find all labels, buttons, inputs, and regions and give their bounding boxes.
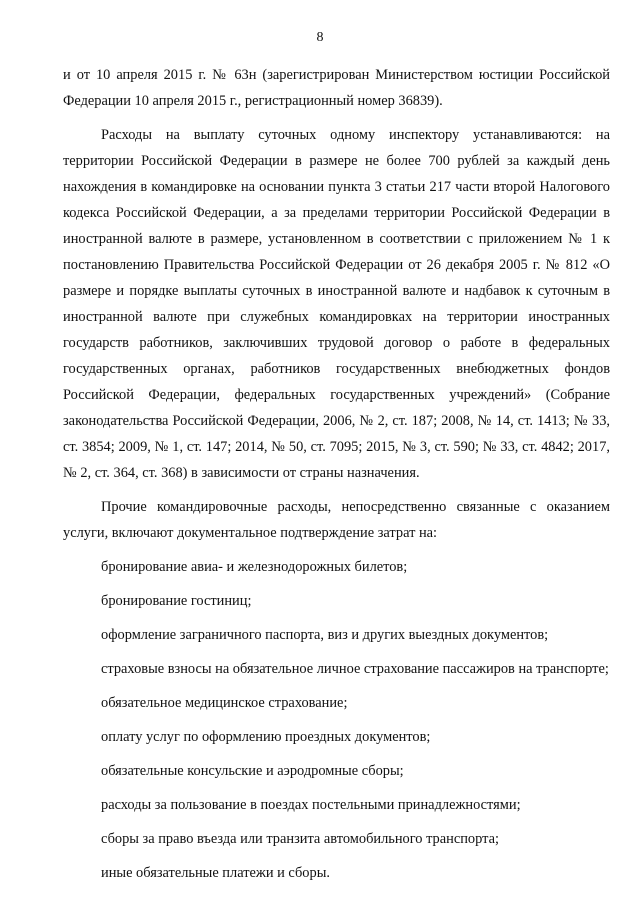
- list-item: обязательное медицинское страхование;: [101, 695, 348, 711]
- list-item: оформление заграничного паспорта, виз и других выездных документов;: [101, 627, 549, 643]
- list-item: оплату услуг по оформлению проездных документов;: [101, 729, 431, 745]
- list-item: обязательные консульские и аэродромные сборы;: [101, 763, 404, 779]
- list-item: иные обязательные платежи и сборы.: [101, 865, 330, 881]
- paragraph-other-expenses: Прочие командировочные расходы, непосредственно связанные с оказанием услуги, включают документальное подтверждение затрат на:: [63, 499, 610, 541]
- list-item: сборы за право въезда или транзита автомобильного транспорта;: [101, 831, 499, 847]
- paragraph-continuation: и от 10 апреля 2015 г. № 63н (зарегистрирован Министерством юстиции Российской Федерации 10 апреля 2015 г., регистрационный номер 36839).: [63, 67, 610, 109]
- paragraph-daily-allowance: Расходы на выплату суточных одному инспектору устанавливаются: на территории Российской Федерации в размере не более 700 рублей за каждый день нахождения в командировке на основании пункта 3 статьи 217 части второй Налогового кодекса Российской Федерации, а за пределами территории Российской Федерации в иностранной валюте в размере, установленном в соответствии с приложением № 1 к постановлению Правительства Российской Федерации от 26 декабря 2005 г. № 812 «О размере и порядке выплаты суточных в иностранной валюте и надбавок к суточным в иностранной валюте при служебных командировках на территории иностранных государств работников, заключивших трудовой договор о работе в федеральных государственных органах, работников государственных внебюджетных фондов Российской Федерации, федеральных государственных учреждений» (Собрание законодательства Российской Федерации, 2006, № 2, ст. 187; 2008, № 14, ст. 1413; № 33, ст. 3854; 2009, № 1, ст. 147; 2014, № 50, ст. 7095; 2015, № 3, ст. 590; № 33, ст. 4842; 2017, № 2, ст. 364, ст. 368) в зависимости от страны назначения.: [63, 127, 610, 481]
- page-number: 8: [316, 30, 324, 45]
- list-item: страховые взносы на обязательное личное страхование пассажиров на транспорте;: [101, 661, 609, 677]
- document-body: [63, 62, 610, 886]
- expense-list: [63, 554, 610, 886]
- list-item: бронирование гостиниц;: [101, 593, 252, 609]
- list-item: бронирование авиа- и железнодорожных билетов;: [101, 559, 408, 575]
- list-item: расходы за пользование в поездах постельными принадлежностями;: [101, 797, 521, 813]
